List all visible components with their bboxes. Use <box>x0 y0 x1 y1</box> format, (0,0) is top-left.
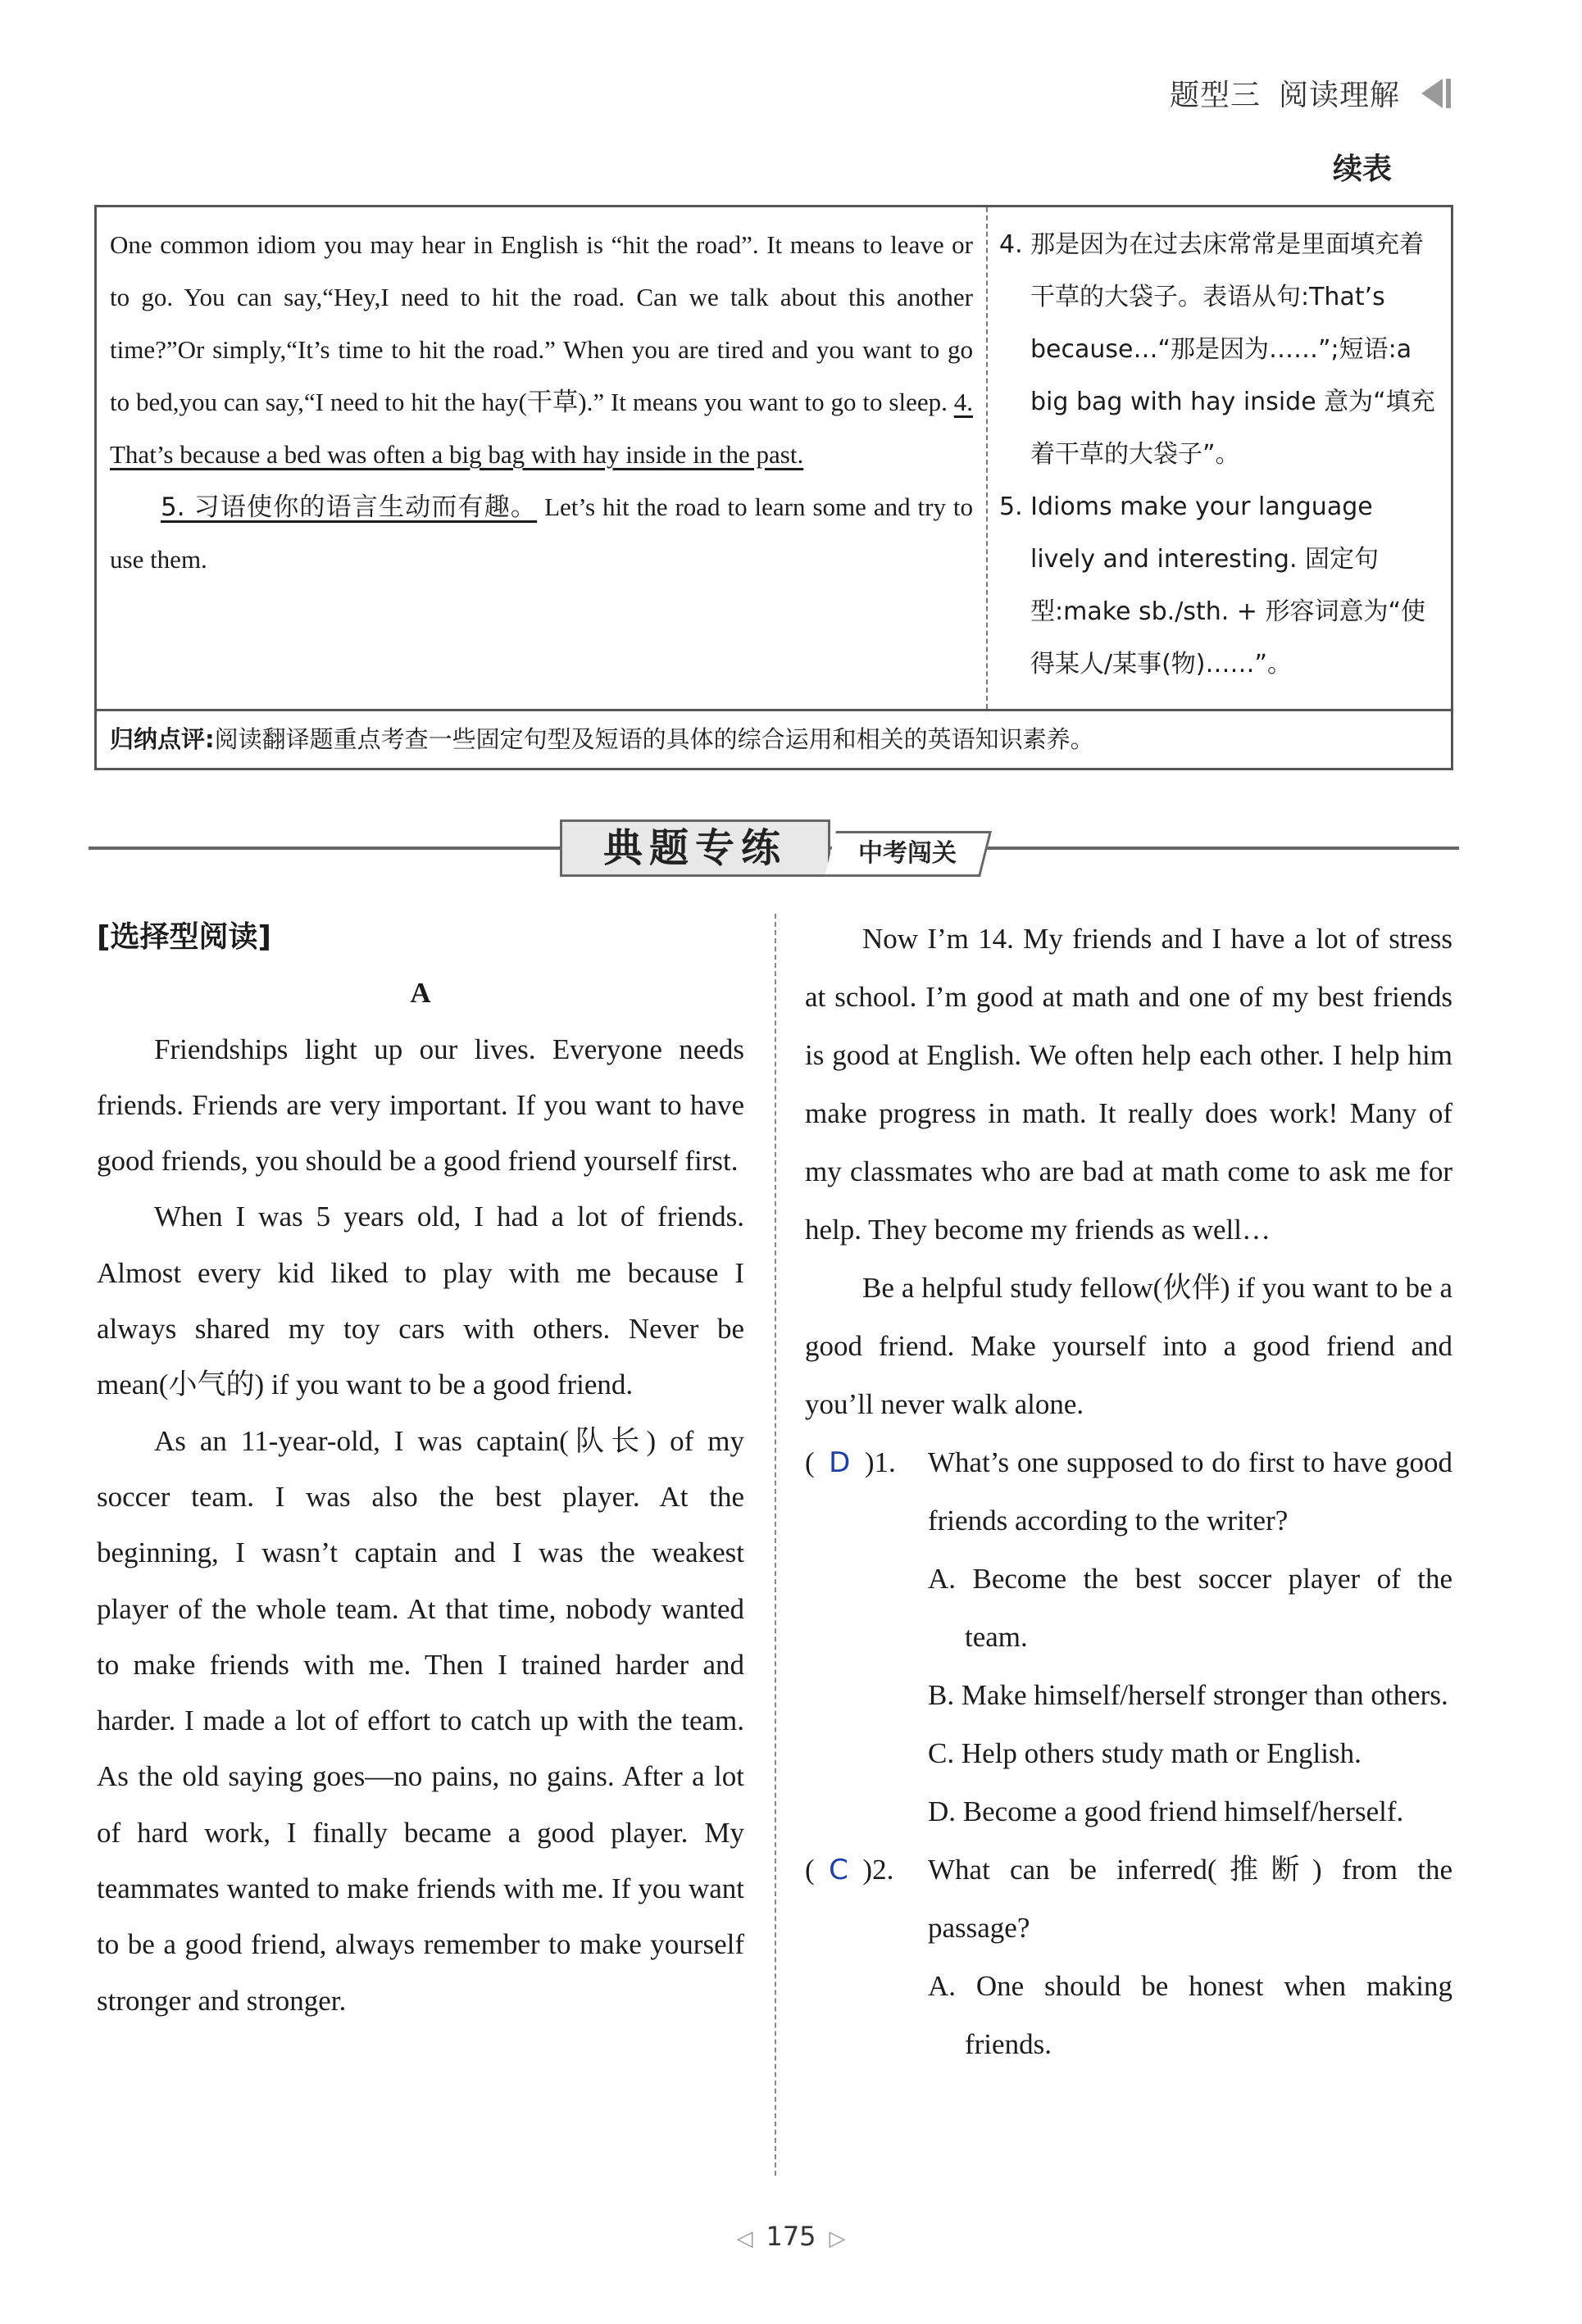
question-1 <box>805 1433 1452 1550</box>
passage-paragraph: When I was 5 years old, I had a lot of friends. Almost every kid liked to play with me because I always shared my toy cars with others. Never be mean(小气的) if you want to be a good friend. <box>97 1201 744 1401</box>
question-text: What’s one supposed to do first to have good friends according to the writer? <box>928 1446 1452 1536</box>
note-4: 4. 那是因为在过去床常常是里面填充着干草的大袋子。表语从句:That’s because…“那是因为……”;短语:a big bag with hay inside 意为“填充着干草的大袋子”。 <box>999 230 1435 469</box>
question-text: What can be inferred(推断) from the passage? <box>928 1854 1452 1944</box>
prev-triangle-icon: ◁ <box>736 2226 753 2251</box>
summary-text: 阅读翻译题重点考查一些固定句型及短语的具体的综合运用和相关的英语知识素养。 <box>214 725 1094 753</box>
section-label: [选择型阅读] <box>97 920 271 954</box>
answer-4-underlined: 4. That’s because a bed was often a big bag with hay inside in the past. <box>110 388 973 469</box>
table-paragraph <box>110 481 973 586</box>
passage-title: A <box>410 977 431 1010</box>
option: B. Make himself/herself stronger than others. <box>928 1679 1448 1711</box>
left-column <box>97 910 744 2029</box>
header-section: 题型三 <box>1169 79 1261 112</box>
question-number: 1. <box>874 1446 896 1478</box>
question-2 <box>805 1841 1452 1957</box>
bar-icon <box>1446 79 1451 108</box>
page-header <box>1170 72 1451 114</box>
table-paragraph <box>110 219 973 481</box>
table-paragraph-text: Let’s hit the road to learn some and try to use them. <box>110 492 974 574</box>
section-banner <box>89 819 1459 877</box>
option: A. One should be honest when making friends. <box>928 1970 1452 2060</box>
note-5: 5. Idioms make your language lively and interesting. 固定句型:make sb./sth. + 形容词意为“使得某人/某事(物)……”。 <box>999 492 1426 679</box>
answer-blank: ( C )2. <box>805 1854 894 1886</box>
passage-paragraph: As an 11-year-old, I was captain(队长) of my soccer team. I was also the best player. At the beginning, I wasn’t captain and I was the weakest player of the whole team. At that time, nobody wanted to make friends with me. Then I trained harder and harder. I made a lot of effort to catch up with the team. As the old saying goes—no pains, no gains. After a lot of hard work, I finally became a good player. My teammates wanted to make friends with me. If you want to be a good friend, always remember to make yourself stronger and stronger. <box>97 1424 744 2017</box>
header-topic: 阅读理解 <box>1278 79 1400 112</box>
table-paragraph-text: One common idiom you may hear in English is “hit the road”. It means to leave or to go. You can say,“Hey,I need to hit the road. Can we talk about this another time?”Or simply,“It’s time to hit the road.” When you are tired and you want to go to bed,you can say,“I need to hit the hay(干草).” It means you want to go to sleep. <box>110 230 973 416</box>
column-divider <box>775 914 776 2176</box>
answer-5-underlined: 5. 习语使你的语言生动而有趣。 <box>161 492 538 522</box>
banner-title: 典题专练 <box>560 819 830 877</box>
page-footer <box>0 2221 1582 2252</box>
answer-2: C <box>829 1854 848 1886</box>
answer-blank: ( D )1. <box>805 1446 896 1479</box>
option: C. Help others study math or English. <box>928 1737 1362 1769</box>
page-number: 175 <box>766 2221 816 2252</box>
passage-paragraph: Be a helpful study fellow(伙伴) if you want to be a good friend. Make yourself into a good friend and you’ll never walk alone. <box>805 1272 1452 1420</box>
option: D. Become a good friend himself/herself. <box>928 1795 1404 1827</box>
answer-1: D <box>829 1446 851 1479</box>
continued-label: 续表 <box>1332 152 1392 186</box>
translation-table <box>94 205 1453 770</box>
right-column <box>805 910 1452 2073</box>
banner-subtitle <box>825 831 992 877</box>
table-passage <box>97 207 986 709</box>
passage-paragraph: Now I’m 14. My friends and I have a lot of stress at school. I’m good at math and one of my best friends is good at English. We often help each other. I help him make progress in math. It really does work! Many of my classmates who are bad at math come to ask me for help. They become my friends as well… <box>805 923 1452 1246</box>
summary-row <box>97 709 1451 768</box>
left-arrow-icon <box>1421 79 1443 108</box>
passage-paragraph: Friendships light up our lives. Everyone needs friends. Friends are very important. If you want to have good friends, you should be a good friend yourself first. <box>97 1033 744 1178</box>
summary-label: 归纳点评: <box>110 725 215 753</box>
question-number: 2. <box>872 1854 894 1886</box>
option: A. Become the best soccer player of the team. <box>928 1563 1452 1653</box>
question-2-options <box>805 1957 1452 2073</box>
banner-subtitle-text: 中考闯关 <box>857 839 957 868</box>
question-1-options <box>805 1550 1452 1841</box>
next-triangle-icon: ▷ <box>829 2226 846 2251</box>
table-notes <box>986 207 1451 709</box>
